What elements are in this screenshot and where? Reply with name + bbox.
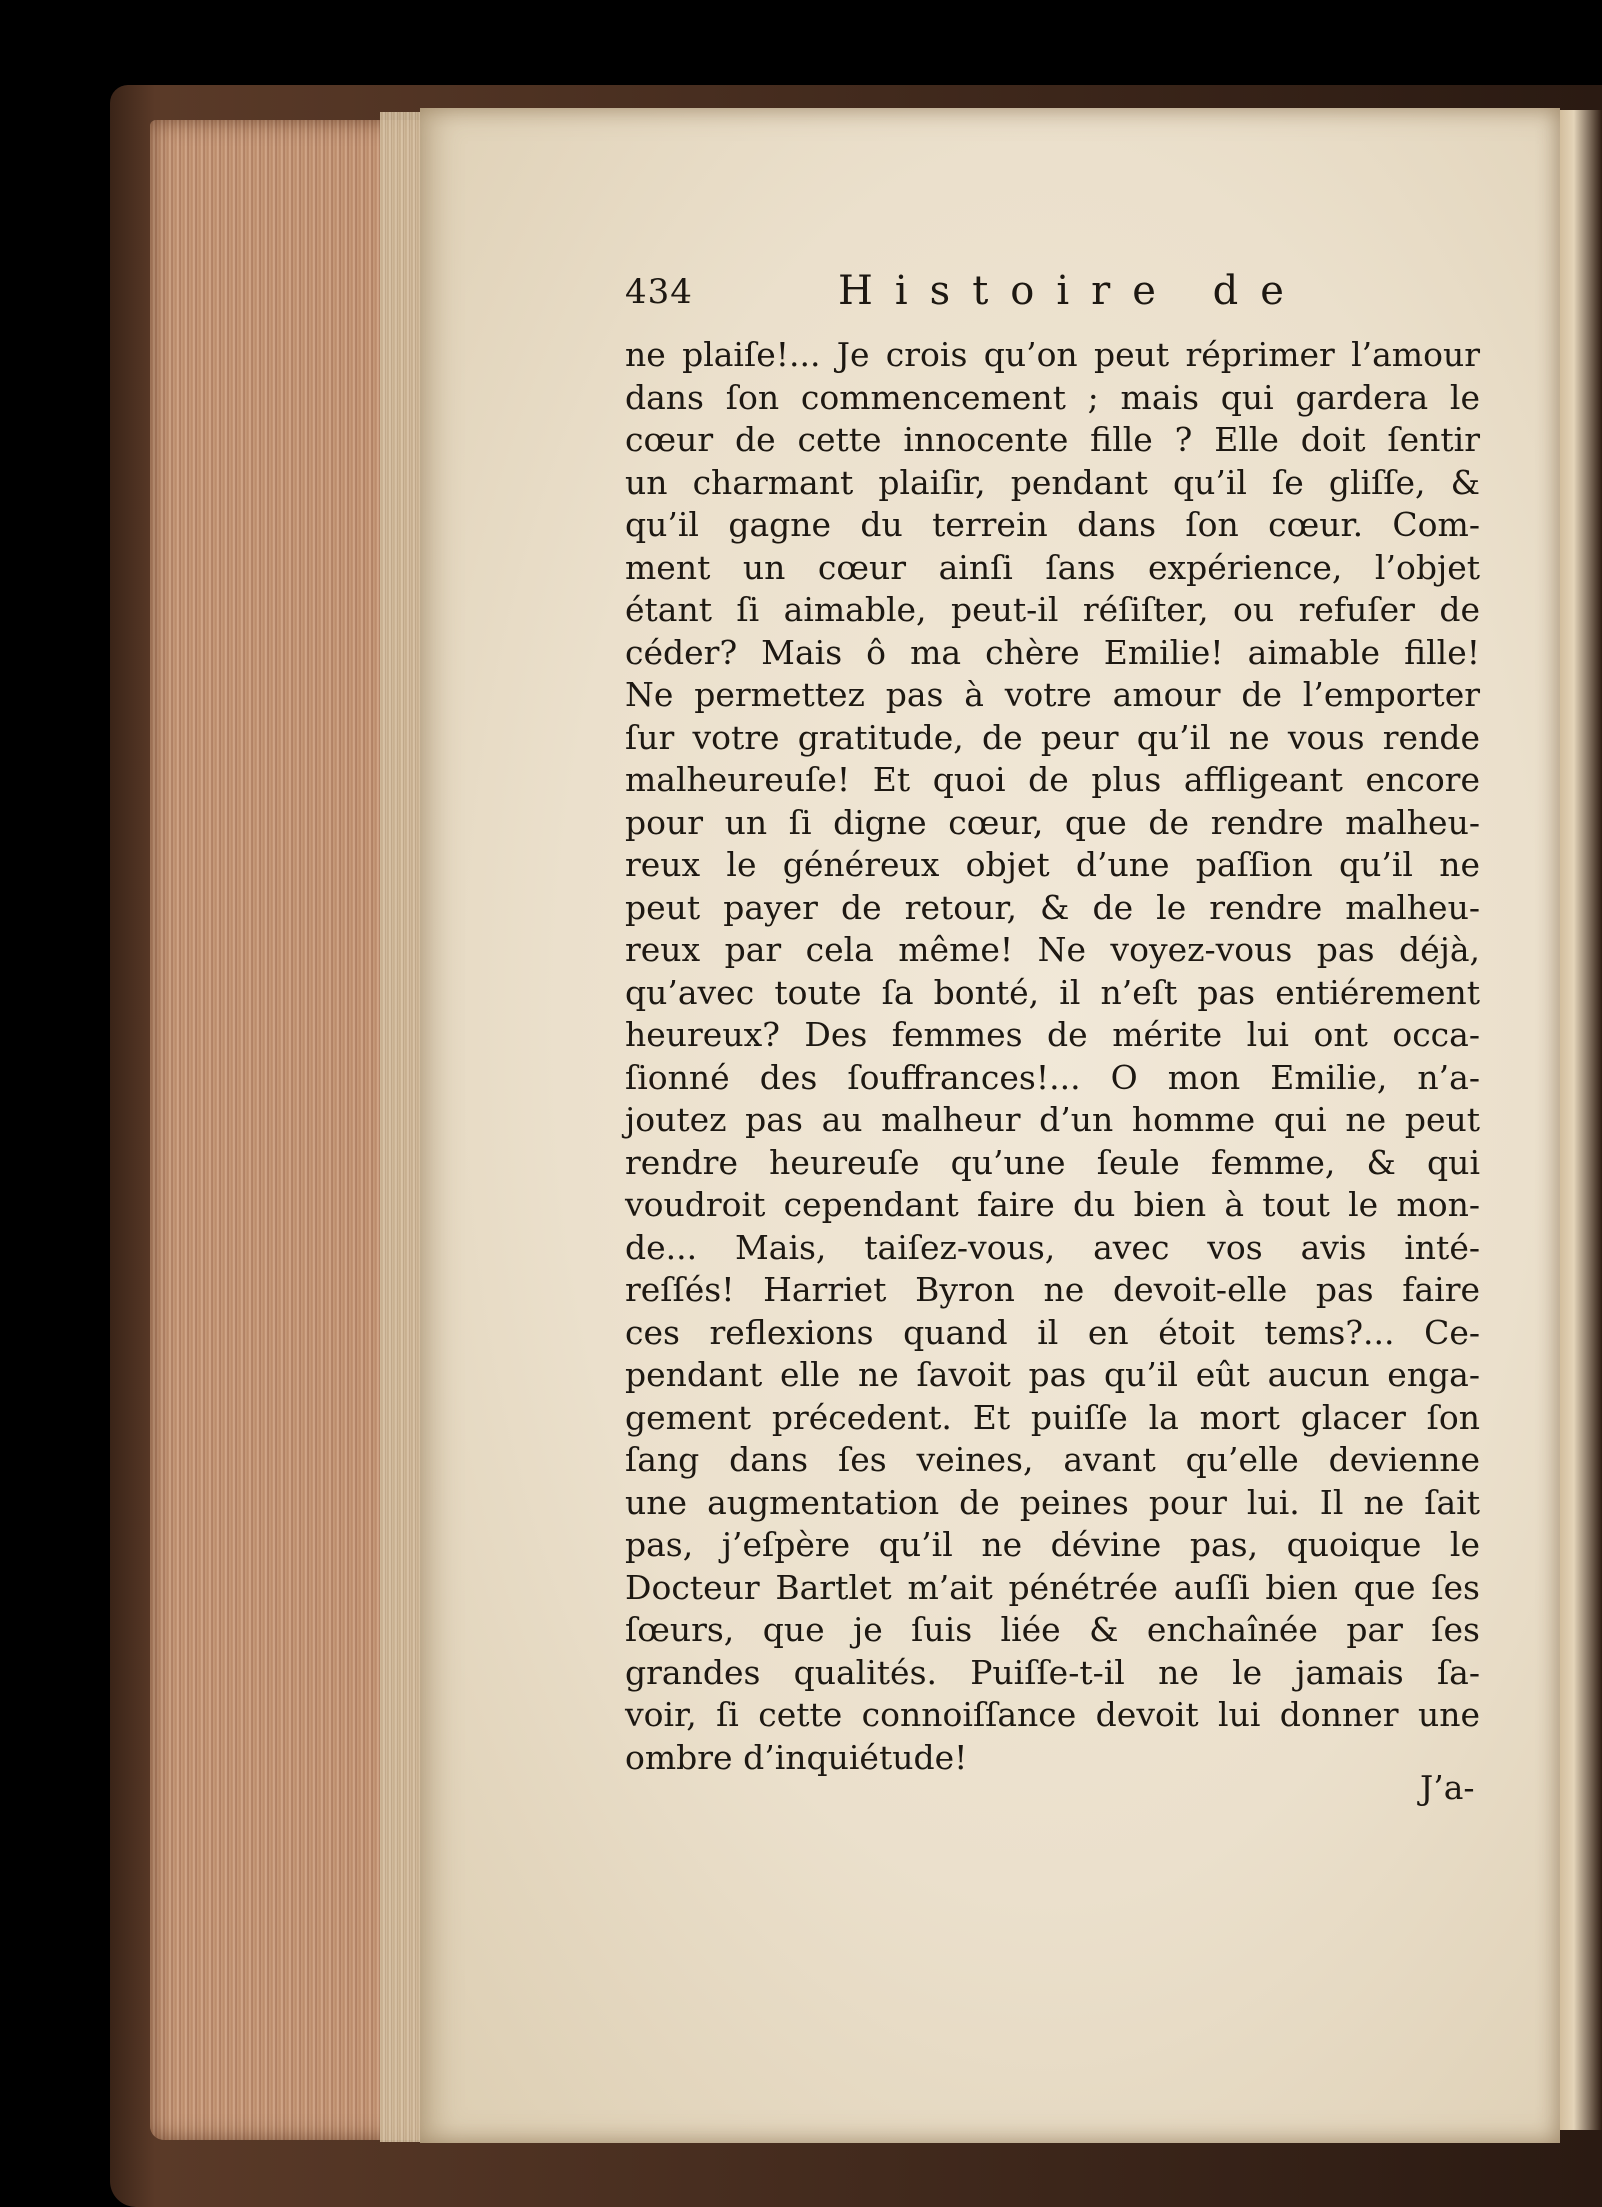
text-line: voir, ſi cette connoiſſance devoit lui donner une xyxy=(625,1695,1480,1734)
text-line: qu’il gagne du terrein dans ſon cœur. Com- xyxy=(625,505,1480,544)
text-line: Ne permettez pas à votre amour de l’emporter xyxy=(625,675,1480,714)
text-line: cœur de cette innocente fille ? Elle doit ſentir xyxy=(625,420,1480,459)
text-line: un charmant plaiſir, pendant qu’il ſe gliſſe, & xyxy=(625,462,1480,502)
text-line: ſionné des ſouffrances!... O mon Emilie, n’a- xyxy=(625,1057,1480,1097)
text-line: gement précedent. Et puiſſe la mort glacer ſon xyxy=(625,1397,1480,1437)
page-text xyxy=(625,260,1480,1779)
text-line: ombre d’inquiétude! xyxy=(625,1737,968,1777)
text-line: pendant elle ne ſavoit pas qu’il eût aucun enga- xyxy=(625,1355,1480,1394)
text-line: ſur votre gratitude, de peur qu’il ne vous rende xyxy=(625,717,1480,757)
text-line: reſſés! Harriet Byron ne devoit-elle pas faire xyxy=(625,1270,1480,1309)
text-line: ſœurs, que je ſuis liée & enchaînée par ſes xyxy=(625,1610,1480,1649)
running-head: Histoire de xyxy=(838,268,1306,314)
text-line: céder? Mais ô ma chère Emilie! aimable fille! xyxy=(625,632,1480,672)
page-header xyxy=(625,260,1480,334)
text-line: pas, j’eſpère qu’il ne dévine pas, quoique le xyxy=(625,1525,1480,1564)
text-line: rendre heureuſe qu’une ſeule femme, & qui xyxy=(625,1142,1480,1182)
page-edges-inner xyxy=(380,112,420,2142)
text-line: joutez pas au malheur d’un homme qui ne peut xyxy=(625,1100,1480,1139)
text-line: pour un ſi digne cœur, que de rendre malheu- xyxy=(625,802,1480,842)
text-line: Docteur Bartlet m’ait pénétrée auſſi bien que ſes xyxy=(625,1567,1480,1607)
text-line: étant ſi aimable, peut-il réſiſter, ou refuſer de xyxy=(625,590,1480,629)
catchword: J’a- xyxy=(1420,1768,1475,1807)
text-line: de... Mais, taiſez-vous, avec vos avis inté- xyxy=(625,1227,1480,1267)
text-line: dans ſon commencement ; mais qui gardera le xyxy=(625,377,1480,417)
text-line: ment un cœur ainſi ſans expérience, l’objet xyxy=(625,547,1480,587)
page-number: 434 xyxy=(625,272,693,312)
text-line: qu’avec toute ſa bonté, il n’eſt pas entiérement xyxy=(625,972,1480,1012)
text-line: ne plaiſe!... Je crois qu’on peut réprimer l’amour xyxy=(625,335,1480,374)
text-line: voudroit cependant faire du bien à tout le mon- xyxy=(625,1185,1480,1224)
text-line: reux le généreux objet d’une paſſion qu’il ne xyxy=(625,845,1480,884)
text-line: malheureuſe! Et quoi de plus affligeant encore xyxy=(625,760,1480,799)
text-line: peut payer de retour, & de le rendre malheu- xyxy=(625,887,1480,927)
text-line: heureux? Des femmes de mérite lui ont occa- xyxy=(625,1015,1480,1054)
text-line: reux par cela même! Ne voyez-vous pas déjà, xyxy=(625,930,1480,969)
text-line: grandes qualités. Puiſſe-t-il ne le jamais ſa- xyxy=(625,1652,1480,1692)
text-line: une augmentation de peines pour lui. Il ne ſait xyxy=(625,1482,1480,1522)
text-line: ces reflexions quand il en étoit tems?... Ce- xyxy=(625,1312,1480,1352)
facing-page-edge xyxy=(1555,110,1602,2130)
text-line: ſang dans ſes veines, avant qu’elle devienne xyxy=(625,1440,1480,1479)
